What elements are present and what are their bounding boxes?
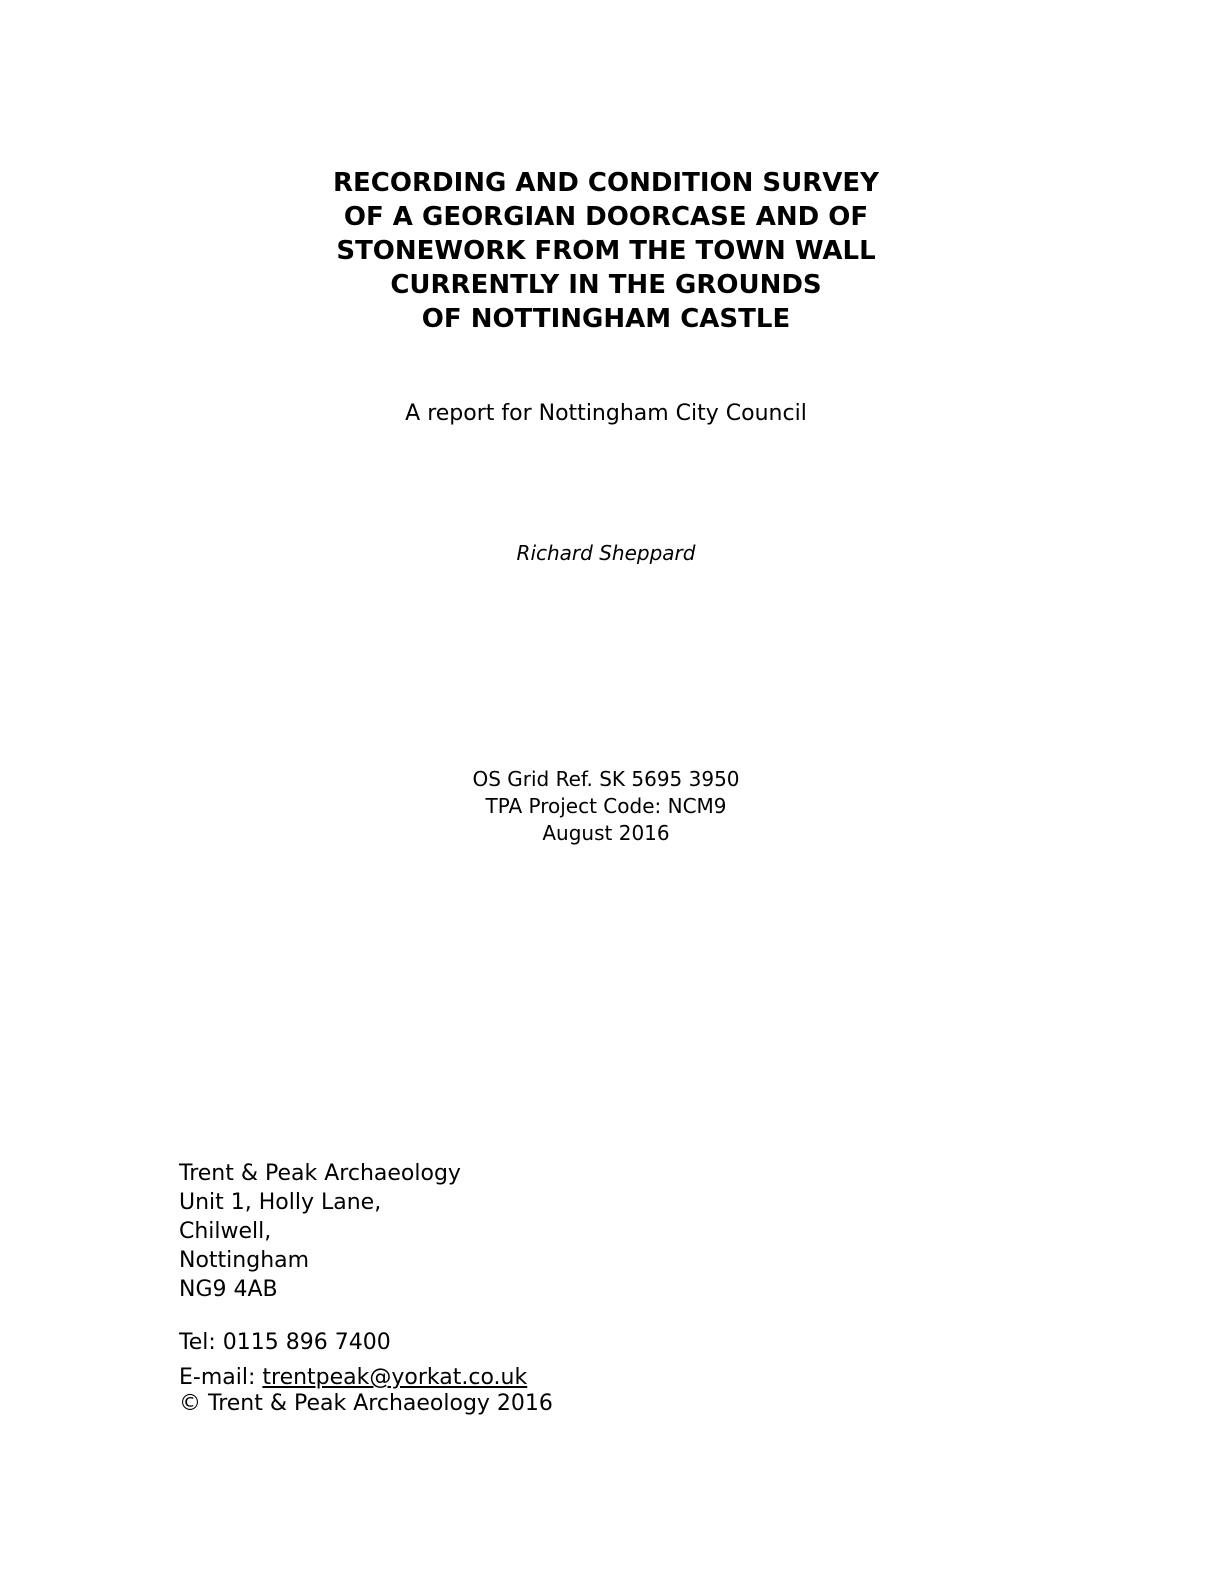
report-title [0,166,1212,336]
title-line: OF NOTTINGHAM CASTLE [421,304,791,334]
address-line: Chilwell, [179,1219,272,1244]
report-date: August 2016 [542,821,670,845]
email-label: E-mail: [179,1365,263,1390]
grid-reference: OS Grid Ref. SK 5695 3950 [472,767,740,791]
report-author: Richard Sheppard [516,541,696,565]
report-subtitle: A report for Nottingham City Council [405,401,807,426]
title-line: RECORDING AND CONDITION SURVEY [333,168,879,198]
telephone: Tel: 0115 896 7400 [179,1330,391,1355]
address-line: Unit 1, Holly Lane, [179,1190,382,1215]
address-line: NG9 4AB [179,1277,278,1302]
project-code: TPA Project Code: NCM9 [485,794,727,818]
title-line: STONEWORK FROM THE TOWN WALL [336,236,876,266]
address-line: Trent & Peak Archaeology [179,1161,461,1186]
address-line: Nottingham [179,1248,310,1273]
title-line: CURRENTLY IN THE GROUNDS [390,270,822,300]
copyright-notice: © Trent & Peak Archaeology 2016 [179,1391,553,1416]
title-line: OF A GEORGIAN DOORCASE AND OF [343,202,869,232]
organisation-address [179,1159,461,1304]
contact-details [179,1328,553,1418]
email-link[interactable]: trentpeak@yorkat.co.uk [262,1365,528,1390]
report-references [0,766,1212,847]
email-row [179,1363,553,1392]
